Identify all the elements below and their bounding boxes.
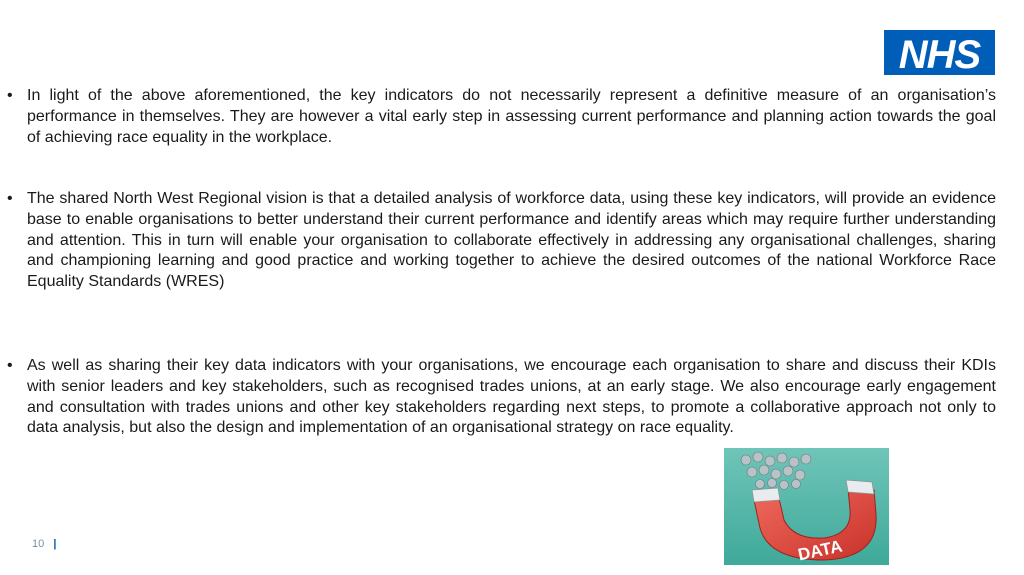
magnet-label: DATA bbox=[796, 536, 844, 565]
footer-separator: | bbox=[53, 538, 57, 550]
bullet-text: In light of the above aforementioned, the key indicators do not necessarily represent a definitive measure of an organisation’s performance in themselves. They are however a vital early step in assessing current performance and planning action towards the goal of achieving race equality in the workplace. bbox=[27, 87, 996, 146]
footer bbox=[32, 538, 56, 550]
page-number: 10 bbox=[32, 538, 45, 550]
bullet-dot: • bbox=[7, 190, 13, 207]
bullet-text: The shared North West Regional vision is that a detailed analysis of workforce data, using these key indicators, will provide an evidence base to enable organisations to better understand their current performance and identify areas which may require further understanding and attention. This in turn will enable your organisation to collaborate effectively in addressing any organisational challenges, sharing and championing learning and good practice and working together to achieve the desired outcomes of the national Workforce Race Equality Standards (WRES) bbox=[27, 190, 996, 291]
bullet-dot: • bbox=[7, 357, 13, 374]
data-magnet-image bbox=[724, 448, 889, 565]
nhs-logo-text: NHS bbox=[898, 33, 981, 75]
bullet-dot: • bbox=[7, 87, 13, 104]
bullet-text: As well as sharing their key data indicators with your organisations, we encourage each organisation to share and discuss their KDIs with senior leaders and key stakeholders, such as recognised trades unions, at an early stage. We also encourage early engagement and consultation with trades unions and other key stakeholders regarding next steps, to promote a collaborative approach not only to data analysis, but also the design and implementation of an organisational strategy on race equality. bbox=[27, 357, 996, 437]
nhs-logo bbox=[884, 30, 995, 75]
